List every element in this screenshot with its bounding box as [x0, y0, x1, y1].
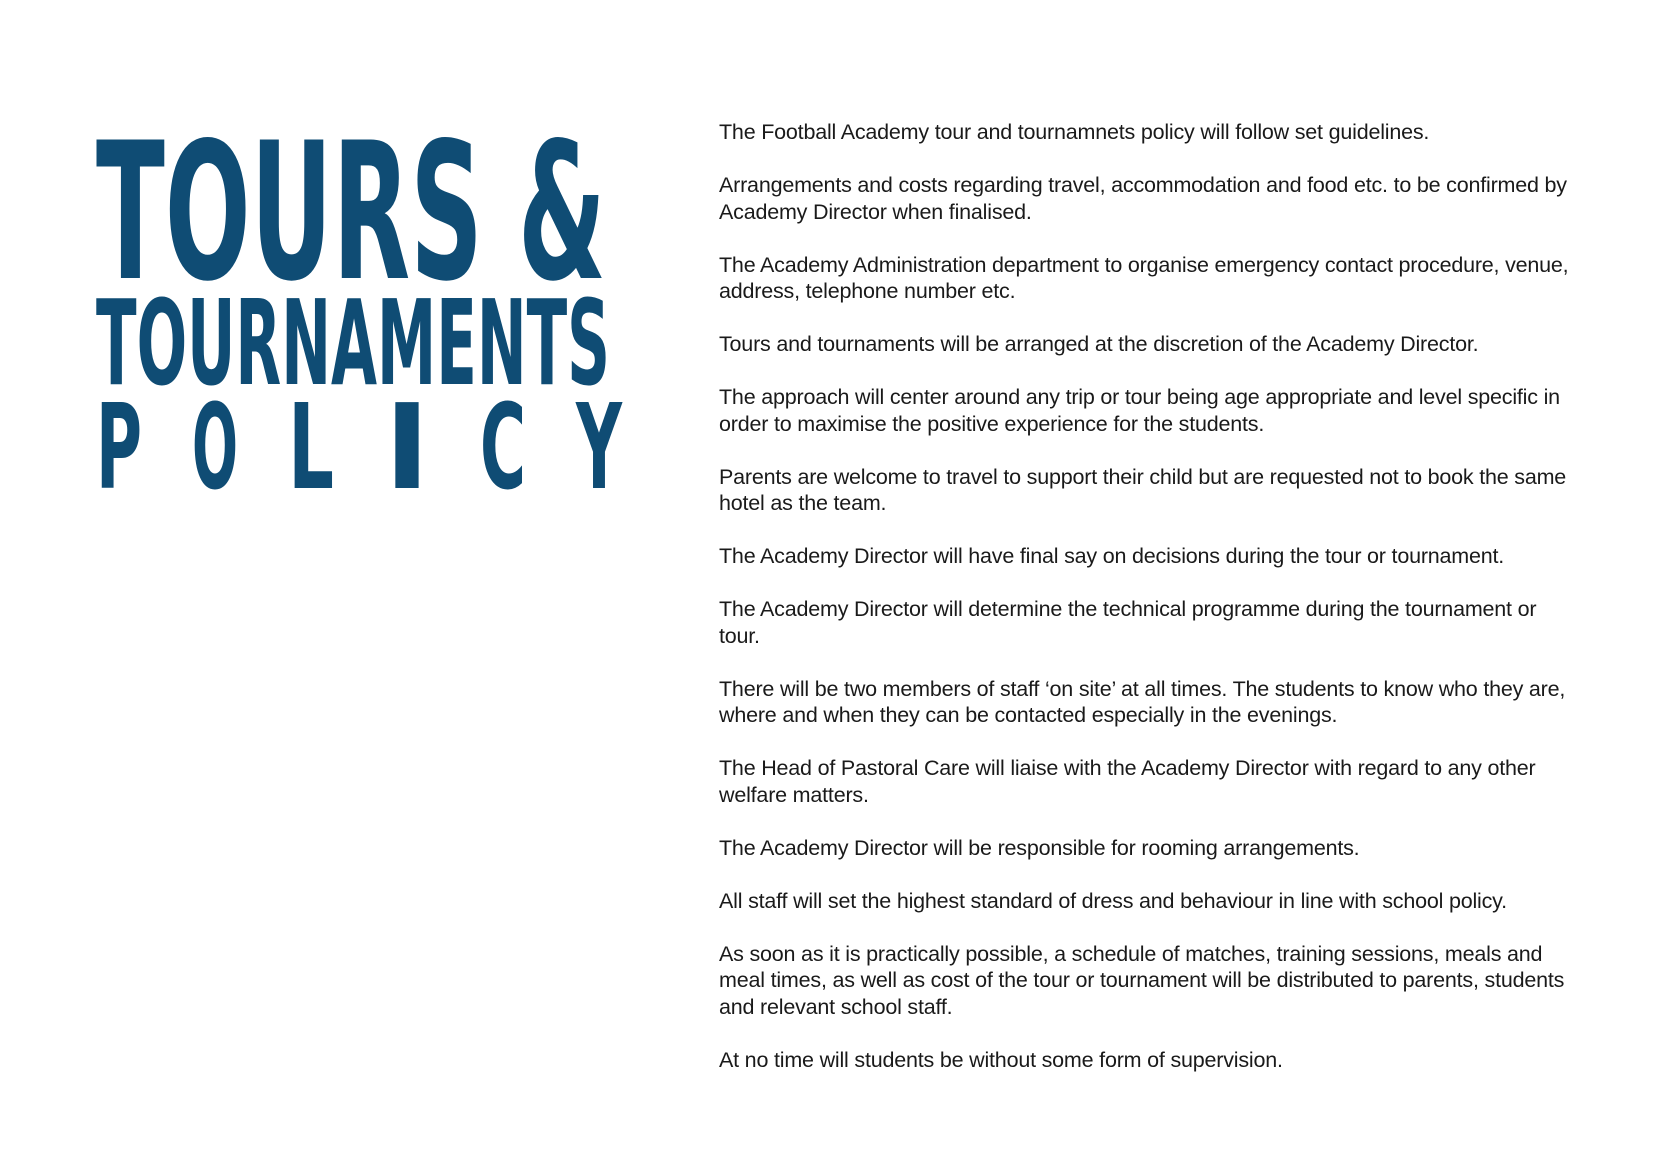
policy-paragraph: The Academy Director will have final say on decisions during the tour or tournament.: [719, 544, 1505, 568]
policy-paragraph: There will be two members of staff ‘on site’ at all times. The students to know who they are, where and when they can be contacted especially in the evenings.: [719, 676, 1566, 727]
policy-letter: Y: [574, 378, 623, 516]
policy-paragraph: At no time will students be without some form of supervision.: [719, 1047, 1283, 1072]
policy-letter: C: [480, 378, 526, 516]
policy-letter: O: [192, 378, 238, 516]
policy-letter: P: [96, 378, 142, 516]
policy-paragraph: The Academy Administration department to organise emergency contact procedure, venue, address, telephone number etc.: [719, 252, 1569, 303]
title-line-tournaments: TOURNAMENTS: [96, 274, 610, 412]
policy-paragraph: The Academy Director will be responsible for rooming arrangements.: [719, 835, 1360, 860]
title-line-tours: TOURS &: [96, 126, 606, 323]
policy-paragraph: The Football Academy tour and tournamnets policy will follow set guidelines.: [719, 120, 1430, 144]
policy-paragraph: The approach will center around any trip or tour being age appropriate and level specific in order to maximise the positive experience for the students.: [719, 385, 1560, 436]
policy-paragraph: The Head of Pastoral Care will liaise with the Academy Director with regard to any other welfare matters.: [719, 756, 1536, 807]
policy-paragraph: Tours and tournaments will be arranged at the discretion of the Academy Director.: [719, 332, 1479, 356]
policy-paragraph: All staff will set the highest standard of dress and behaviour in line with school policy.: [719, 888, 1507, 913]
policy-paragraph: Arrangements and costs regarding travel, accommodation and food etc. to be confirmed by Academy Director when finalised.: [719, 173, 1567, 224]
policy-paragraph: As soon as it is practically possible, a schedule of matches, training sessions, meals and meal times, as well as cost of the tour or tournament will be distributed to parents, students and relevant school staff.: [719, 941, 1565, 1019]
policy-letter: I: [384, 378, 430, 516]
policy-body: [719, 119, 1574, 1100]
policy-letter: L: [288, 378, 334, 516]
policy-paragraph: The Academy Director will determine the technical programme during the tournament or tour.: [719, 597, 1537, 648]
policy-paragraph: Parents are welcome to travel to support their child but are requested not to book the same hotel as the team.: [719, 464, 1567, 515]
page-title: [96, 126, 636, 526]
